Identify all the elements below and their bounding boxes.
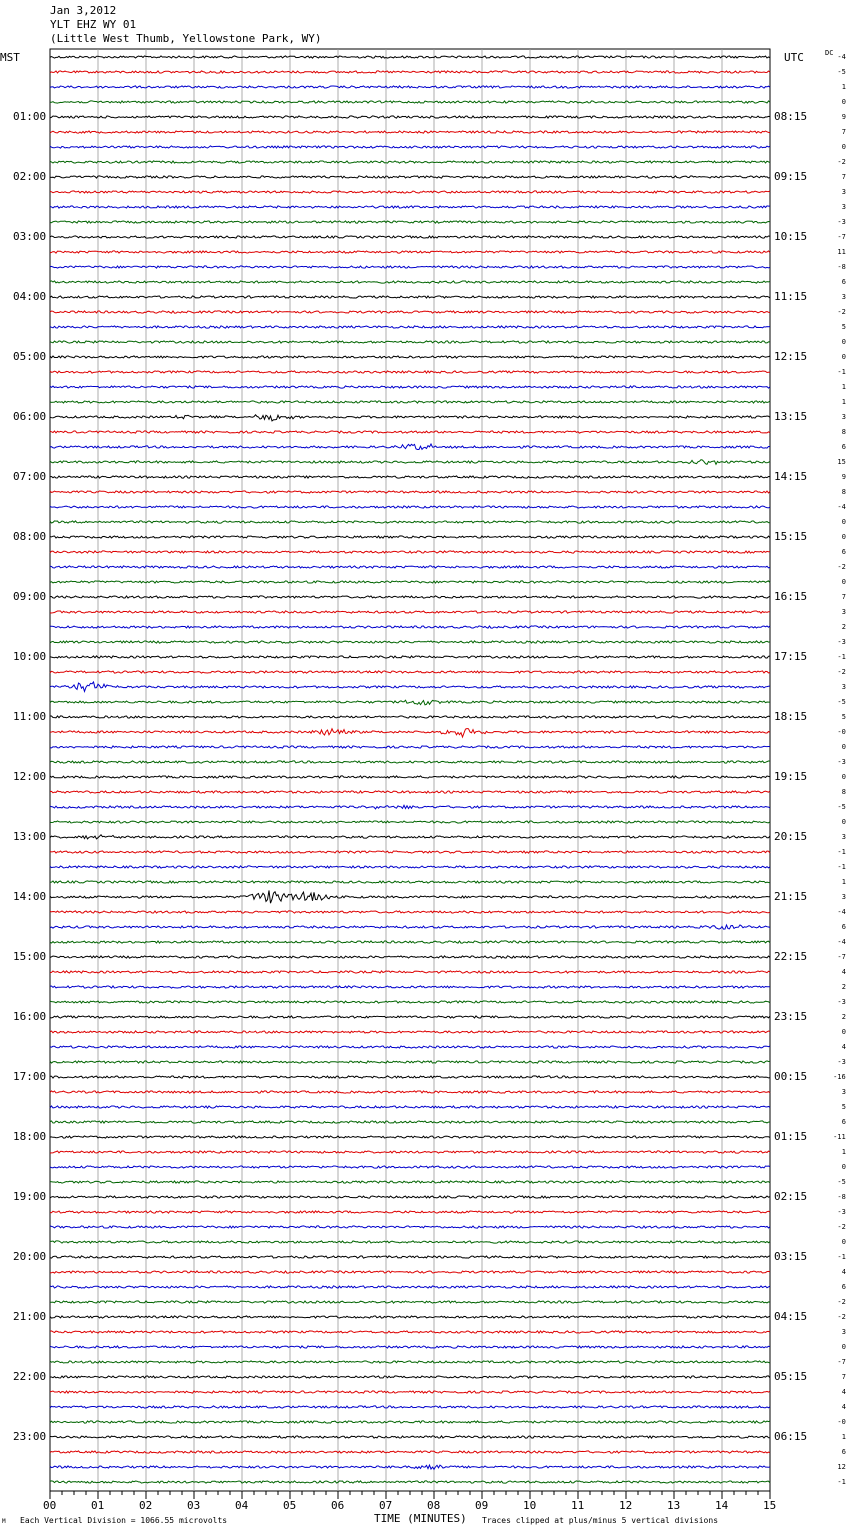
dc-offset-label: 9 (841, 473, 846, 481)
dc-offset-label: 6 (841, 1448, 846, 1456)
plot-frame (50, 49, 770, 1491)
seismic-trace (50, 626, 770, 628)
seismic-trace (50, 1166, 770, 1168)
seismic-trace (50, 71, 770, 73)
dc-offset-label: 6 (841, 278, 846, 286)
right-hour-label: 13:15 (774, 410, 808, 423)
x-tick-label: 04 (235, 1499, 249, 1512)
left-hour-label: 22:00 (13, 1370, 47, 1383)
seismic-trace (50, 1451, 770, 1453)
dc-offset-label: 12 (837, 1463, 846, 1471)
x-axis-label: TIME (MINUTES) (374, 1512, 467, 1525)
seismic-trace (50, 161, 770, 163)
dc-offset-label: -3 (837, 638, 846, 646)
left-hour-label: 19:00 (13, 1190, 47, 1203)
dc-offset-label: 5 (841, 1103, 846, 1111)
dc-offset-label: 3 (841, 1088, 846, 1096)
dc-offset-label: -5 (837, 68, 846, 76)
dc-offset-label: 2 (841, 1013, 846, 1021)
dc-offset-label: -2 (837, 563, 846, 571)
dc-offset-label: 15 (837, 458, 846, 466)
seismic-trace (50, 356, 770, 358)
dc-offset-label: 1 (841, 398, 846, 406)
seismic-trace (50, 491, 770, 493)
left-hour-label: 18:00 (13, 1130, 47, 1143)
x-tick-label: 13 (667, 1499, 681, 1512)
dc-offset-label: 11 (837, 248, 846, 256)
seismic-trace (50, 1016, 770, 1018)
dc-offset-label: 7 (841, 593, 846, 601)
right-hour-label: 16:15 (774, 590, 808, 603)
seismic-trace (50, 700, 770, 705)
seismic-trace (50, 281, 770, 283)
dc-offset-label: 4 (841, 1043, 846, 1051)
seismic-trace (50, 1181, 770, 1183)
dc-offset-label: 8 (841, 488, 846, 496)
right-hour-label: 23:15 (774, 1010, 808, 1023)
left-hour-label: 10:00 (13, 650, 47, 663)
seismic-trace (50, 1061, 770, 1063)
seismic-trace (50, 551, 770, 553)
seismic-trace (50, 1106, 770, 1108)
right-hour-label: 00:15 (774, 1070, 808, 1083)
seismic-trace (50, 941, 770, 943)
seismic-trace (50, 221, 770, 223)
seismic-trace (50, 131, 770, 133)
seismic-trace (50, 146, 770, 148)
dc-offset-label: 0 (841, 143, 846, 151)
dc-offset-label: -2 (837, 158, 846, 166)
dc-offset-label: 3 (841, 293, 846, 301)
seismic-trace (50, 761, 770, 763)
dc-offset-label: -7 (837, 953, 846, 961)
dc-offset-label: -4 (837, 503, 846, 511)
seismic-trace (50, 1436, 770, 1438)
left-hour-label: 15:00 (13, 950, 47, 963)
dc-offset-label: -4 (837, 53, 846, 61)
dc-offset-label: 1 (841, 383, 846, 391)
right-hour-label: 09:15 (774, 170, 808, 183)
right-hour-label: 12:15 (774, 350, 808, 363)
x-tick-label: 07 (379, 1499, 393, 1512)
dc-offset-label: -0 (837, 728, 846, 736)
seismic-trace (50, 1271, 770, 1273)
right-axis-label: UTC (784, 51, 804, 64)
dc-offset-label: -7 (837, 1358, 846, 1366)
seismic-trace (50, 1481, 770, 1483)
seismic-trace (50, 1376, 770, 1378)
seismic-trace (50, 821, 770, 823)
dc-offset-label: 8 (841, 788, 846, 796)
dc-offset-label: 3 (841, 203, 846, 211)
seismic-trace (50, 805, 770, 809)
right-hour-label: 08:15 (774, 110, 808, 123)
dc-offset-label: 3 (841, 413, 846, 421)
seismic-trace (50, 581, 770, 583)
seismic-trace (50, 506, 770, 508)
dc-offset-label: 5 (841, 323, 846, 331)
right-hour-label: 21:15 (774, 890, 808, 903)
right-hour-label: 04:15 (774, 1310, 808, 1323)
seismic-trace (50, 536, 770, 538)
dc-offset-label: -1 (837, 1253, 846, 1261)
left-axis-label: MST (0, 51, 20, 64)
seismic-trace (50, 1226, 770, 1228)
seismic-trace (50, 611, 770, 613)
seismic-trace (50, 1465, 770, 1469)
seismic-trace (50, 1346, 770, 1348)
dc-offset-label: -5 (837, 803, 846, 811)
right-hour-label: 20:15 (774, 830, 808, 843)
dc-offset-label: -3 (837, 1208, 846, 1216)
seismic-trace (50, 1046, 770, 1048)
dc-offset-label: 0 (841, 1343, 846, 1351)
x-tick-label: 09 (475, 1499, 489, 1512)
seismic-trace (50, 682, 770, 691)
seismic-trace (50, 641, 770, 643)
seismic-trace (50, 866, 770, 868)
seismic-trace (50, 1331, 770, 1333)
seismic-trace (50, 1196, 770, 1198)
dc-offset-label: -1 (837, 368, 846, 376)
seismic-trace (50, 116, 770, 118)
seismic-trace (50, 101, 770, 103)
dc-offset-label: 0 (841, 1163, 846, 1171)
dc-offset-label: 8 (841, 428, 846, 436)
seismic-trace (50, 1316, 770, 1318)
right-hour-label: 06:15 (774, 1430, 808, 1443)
seismic-trace (50, 206, 770, 208)
dc-offset-label: 1 (841, 1433, 846, 1441)
dc-offset-label: 3 (841, 188, 846, 196)
seismic-trace (50, 1406, 770, 1408)
left-hour-label: 09:00 (13, 590, 47, 603)
dc-offset-label: 0 (841, 773, 846, 781)
seismic-trace (50, 431, 770, 433)
right-hour-label: 05:15 (774, 1370, 808, 1383)
dc-offset-label: 3 (841, 1328, 846, 1336)
right-hour-label: 11:15 (774, 290, 808, 303)
dc-offset-label: 3 (841, 683, 846, 691)
dc-offset-label: 6 (841, 1283, 846, 1291)
seismic-trace (50, 476, 770, 478)
x-tick-label: 12 (619, 1499, 633, 1512)
dc-offset-label: 5 (841, 713, 846, 721)
dc-offset-label: 3 (841, 608, 846, 616)
left-hour-label: 21:00 (13, 1310, 47, 1323)
seismic-trace (50, 311, 770, 313)
seismic-trace (50, 1256, 770, 1258)
left-hour-label: 07:00 (13, 470, 47, 483)
corner-mark: M (2, 1518, 6, 1525)
dc-offset-label: 7 (841, 173, 846, 181)
dc-offset-label: 6 (841, 1118, 846, 1126)
seismic-trace (50, 386, 770, 388)
x-tick-label: 14 (715, 1499, 729, 1512)
seismic-trace (50, 326, 770, 328)
dc-header: DC (825, 49, 834, 57)
clipping-note: Traces clipped at plus/minus 5 vertical divisions (482, 1516, 719, 1525)
dc-offset-label: 3 (841, 833, 846, 841)
left-hour-label: 03:00 (13, 230, 47, 243)
dc-offset-label: 1 (841, 878, 846, 886)
x-tick-label: 06 (331, 1499, 345, 1512)
dc-offset-label: 2 (841, 983, 846, 991)
seismic-trace (50, 716, 770, 718)
seismic-trace (50, 1001, 770, 1003)
dc-offset-label: 4 (841, 1388, 846, 1396)
seismic-trace (50, 566, 770, 568)
seismic-trace (50, 671, 770, 673)
seismic-trace (50, 266, 770, 268)
seismic-trace (50, 460, 770, 465)
dc-offset-label: -5 (837, 698, 846, 706)
dc-offset-label: -5 (837, 1178, 846, 1186)
dc-offset-label: 6 (841, 548, 846, 556)
seismic-trace (50, 746, 770, 748)
right-hour-label: 02:15 (774, 1190, 808, 1203)
dc-offset-label: -0 (837, 1418, 846, 1426)
dc-offset-label: 0 (841, 353, 846, 361)
seismic-trace (50, 1301, 770, 1303)
x-tick-label: 08 (427, 1499, 441, 1512)
dc-offset-label: -2 (837, 308, 846, 316)
dc-offset-label: 0 (841, 743, 846, 751)
seismic-trace (50, 296, 770, 298)
seismic-trace (50, 371, 770, 373)
right-hour-label: 01:15 (774, 1130, 808, 1143)
dc-offset-label: 1 (841, 83, 846, 91)
seismic-trace (50, 1391, 770, 1393)
seismic-trace (50, 596, 770, 598)
dc-offset-label: 3 (841, 893, 846, 901)
left-hour-label: 05:00 (13, 350, 47, 363)
right-hour-label: 03:15 (774, 1250, 808, 1263)
dc-offset-label: 0 (841, 338, 846, 346)
dc-offset-label: -2 (837, 668, 846, 676)
left-hour-label: 20:00 (13, 1250, 47, 1263)
seismic-trace (50, 1211, 770, 1213)
x-tick-label: 03 (187, 1499, 201, 1512)
seismic-trace (50, 1076, 770, 1078)
seismic-trace (50, 251, 770, 253)
x-tick-label: 05 (283, 1499, 297, 1512)
dc-offset-label: 7 (841, 128, 846, 136)
right-hour-label: 18:15 (774, 710, 808, 723)
right-hour-label: 22:15 (774, 950, 808, 963)
x-tick-label: 01 (91, 1499, 105, 1512)
seismic-trace (50, 191, 770, 193)
seismic-trace (50, 56, 770, 58)
left-hour-label: 23:00 (13, 1430, 47, 1443)
dc-offset-label: -4 (837, 938, 846, 946)
seismic-trace (50, 1286, 770, 1288)
dc-offset-label: 1 (841, 1148, 846, 1156)
dc-offset-label: 2 (841, 623, 846, 631)
dc-offset-label: -1 (837, 653, 846, 661)
seismic-trace (50, 881, 770, 883)
dc-offset-label: -1 (837, 863, 846, 871)
dc-offset-label: 0 (841, 1238, 846, 1246)
left-hour-label: 12:00 (13, 770, 47, 783)
x-tick-label: 02 (139, 1499, 153, 1512)
seismic-trace (50, 1151, 770, 1153)
dc-offset-label: -16 (833, 1073, 846, 1081)
right-hour-label: 15:15 (774, 530, 808, 543)
dc-offset-label: -3 (837, 218, 846, 226)
left-hour-label: 11:00 (13, 710, 47, 723)
dc-offset-label: 7 (841, 1373, 846, 1381)
header-location: (Little West Thumb, Yellowstone Park, WY) (50, 32, 322, 45)
dc-offset-label: 6 (841, 923, 846, 931)
dc-offset-label: 0 (841, 1028, 846, 1036)
left-hour-label: 16:00 (13, 1010, 47, 1023)
seismic-trace (50, 176, 770, 178)
dc-offset-label: -1 (837, 1478, 846, 1486)
header-station: YLT EHZ WY 01 (50, 18, 137, 31)
dc-offset-label: 0 (841, 98, 846, 106)
vertical-division-note: Each Vertical Division = 1066.55 microvolts (20, 1516, 228, 1525)
dc-offset-label: 4 (841, 1268, 846, 1276)
seismic-trace (50, 415, 770, 421)
seismic-trace (50, 656, 770, 658)
seismic-trace (50, 1121, 770, 1123)
right-hour-label: 17:15 (774, 650, 808, 663)
seismic-trace (50, 1136, 770, 1138)
seismic-trace (50, 444, 770, 450)
dc-offset-label: 0 (841, 818, 846, 826)
header-date: Jan 3,2012 (50, 4, 117, 17)
seismic-trace (50, 1091, 770, 1093)
seismic-trace (50, 835, 770, 839)
seismic-trace (50, 986, 770, 988)
seismic-trace (50, 911, 770, 913)
dc-offset-label: -3 (837, 998, 846, 1006)
seismic-trace (50, 851, 770, 853)
seismic-trace (50, 1031, 770, 1033)
seismic-trace (50, 1361, 770, 1363)
left-hour-label: 06:00 (13, 410, 47, 423)
dc-offset-label: -8 (837, 1193, 846, 1201)
dc-offset-label: -2 (837, 1313, 846, 1321)
x-tick-label: 00 (43, 1499, 57, 1512)
dc-offset-label: 9 (841, 113, 846, 121)
dc-offset-label: -1 (837, 848, 846, 856)
dc-offset-label: -2 (837, 1223, 846, 1231)
dc-offset-label: -3 (837, 1058, 846, 1066)
seismic-trace (50, 956, 770, 958)
seismic-trace (50, 236, 770, 238)
dc-offset-label: 4 (841, 968, 846, 976)
dc-offset-label: -11 (833, 1133, 846, 1141)
seismic-trace (50, 86, 770, 88)
left-hour-label: 14:00 (13, 890, 47, 903)
dc-offset-label: -2 (837, 1298, 846, 1306)
seismic-trace (50, 791, 770, 793)
seismic-trace (50, 890, 770, 903)
x-tick-label: 11 (571, 1499, 585, 1512)
seismic-trace (50, 401, 770, 403)
x-tick-label: 10 (523, 1499, 537, 1512)
seismic-trace (50, 729, 770, 738)
left-hour-label: 08:00 (13, 530, 47, 543)
dc-offset-label: -3 (837, 758, 846, 766)
dc-offset-label: 6 (841, 443, 846, 451)
dc-offset-label: -7 (837, 233, 846, 241)
seismic-trace (50, 341, 770, 343)
seismic-trace (50, 925, 770, 929)
dc-offset-label: 0 (841, 518, 846, 526)
seismic-trace (50, 971, 770, 973)
left-hour-label: 17:00 (13, 1070, 47, 1083)
seismic-trace (50, 776, 770, 778)
right-hour-label: 19:15 (774, 770, 808, 783)
seismic-trace (50, 521, 770, 523)
right-hour-label: 14:15 (774, 470, 808, 483)
x-tick-label: 15 (763, 1499, 777, 1512)
dc-offset-label: -4 (837, 908, 846, 916)
seismic-trace (50, 1241, 770, 1243)
left-hour-label: 01:00 (13, 110, 47, 123)
right-hour-label: 10:15 (774, 230, 808, 243)
seismic-trace (50, 1421, 770, 1423)
dc-offset-label: 0 (841, 533, 846, 541)
left-hour-label: 13:00 (13, 830, 47, 843)
dc-offset-label: 0 (841, 578, 846, 586)
dc-offset-label: 4 (841, 1403, 846, 1411)
dc-offset-label: -8 (837, 263, 846, 271)
left-hour-label: 04:00 (13, 290, 47, 303)
left-hour-label: 02:00 (13, 170, 47, 183)
